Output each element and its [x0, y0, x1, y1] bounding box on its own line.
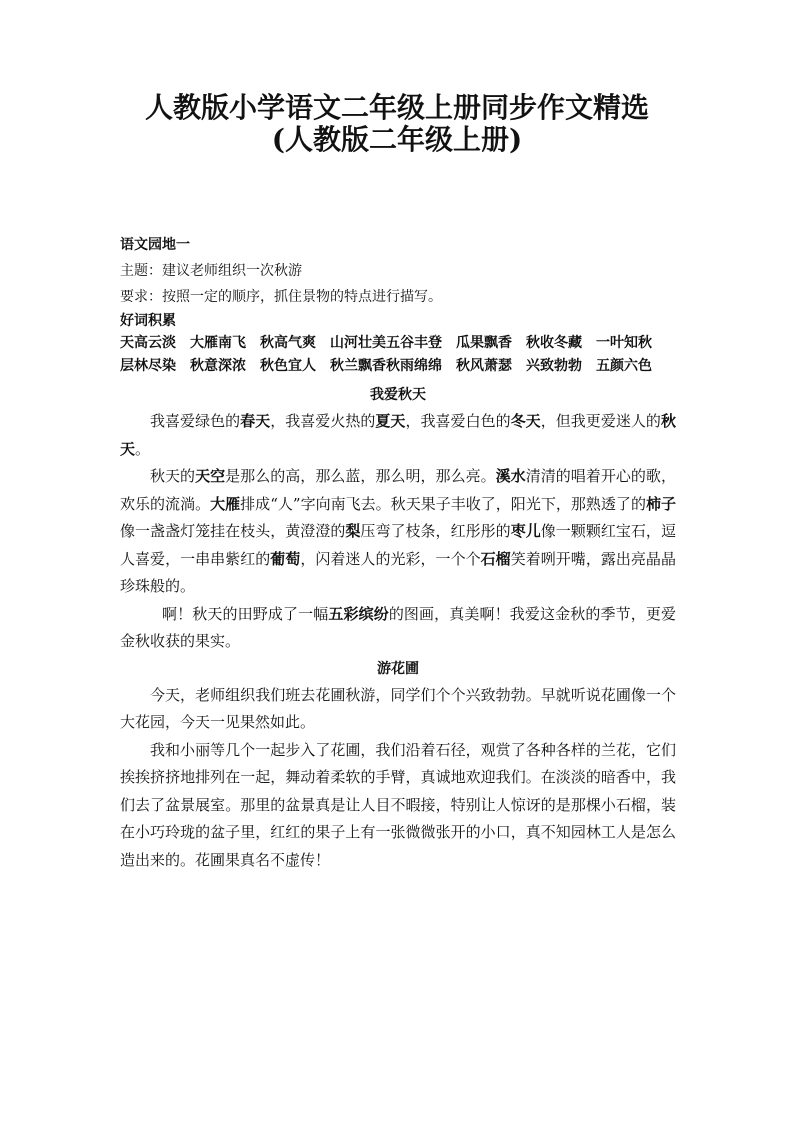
essay-title-garden: 游花圃 [377, 660, 419, 677]
words-list-1: 天高云淡 大雁南飞 秋高气爽 山河壮美五谷丰登 瓜果飘香 秋收冬藏 一叶知秋 [120, 335, 652, 351]
document-subtitle: (人教版二年级上册) [271, 123, 523, 156]
essay2-paragraph-2: 我和小丽等几个一起步入了花圃，我们沿着石径，观赏了各种各样的兰花，它们挨挨挤挤地排列在一起，舞动着柔软的手臂，真诚地欢迎我们。在淡淡的暗香中，我们去了盆景展室。那里的盆景真是让人目不暇接，特别让人惊讶的是那棵小石榴，装在小巧玲珑的盆子里，红红的果子上有一张微微张开的小口，真不知园林工人是怎么造出来的。花圃果真名不虚传！ [120, 740, 676, 869]
document-body [120, 232, 676, 874]
essay1-paragraph-2: 秋天的天空是那么的高，那么蓝，那么明，那么亮。溪水清清的唱着开心的歌，欢乐的流淌。大雁排成“人”字向南飞去。秋天果子丰收了，阳光下，那熟透了的柿子像一盏盏灯笼挂在枝头，黄澄澄的梨压弯了枝条，红彤彤的枣儿像一颗颗红宝石，逗人喜爱，一串串紫红的葡萄，闪着迷人的光彩，一个个石榴笑着咧开嘴，露出亮晶晶珍珠般的。 [120, 467, 676, 595]
essay1-paragraph-1: 我喜爱绿色的春天，我喜爱火热的夏天，我喜爱白色的冬天，但我更爱迷人的秋天。 [120, 412, 676, 458]
unit-theme: 主题：建议老师组织一次秋游 [120, 263, 302, 279]
unit-heading: 语文园地一 [120, 237, 190, 253]
essay2-paragraph-1: 今天，老师组织我们班去花圃秋游，同学们个个兴致勃勃。早就听说花圃像一个大花园，今天一见果然如此。 [120, 685, 676, 731]
essay-title-autumn: 我爱秋天 [370, 387, 426, 403]
essay1-paragraph-3: 啊！秋天的田野成了一幅五彩缤纷的图画，真美啊！我爱这金秋的季节，更爱金秋收获的果实。 [120, 604, 676, 650]
unit-requirement: 要求：按照一定的顺序，抓住景物的特点进行描写。 [120, 289, 442, 305]
document-title: 人教版小学语文二年级上册同步作文精选 [144, 91, 649, 124]
words-list-2: 层林尽染 秋意深浓 秋色宜人 秋兰飘香秋雨绵绵 秋风萧瑟 兴致勃勃 五颜六色 [120, 358, 652, 374]
words-heading: 好词积累 [120, 313, 176, 329]
